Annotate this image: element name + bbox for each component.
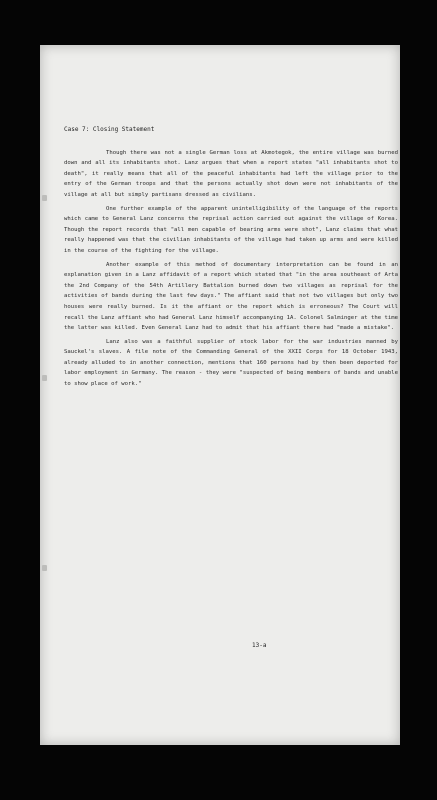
paragraph-4: Lanz also was a faithful supplier of stock labor for the war industries manned by Sauckel's slaves. A file note of the Commanding General of the XXII Corps for 18 October 1943, already alluded to in another connection, mentions that 160 persons had by then been deported for labor employment in Germany. The reason - they were "suspected of being members of bands and unable to show place of work." [64, 338, 398, 388]
punch-hole-icon [42, 195, 47, 201]
document-body [64, 125, 398, 393]
paragraph-3: Another example of this method of documentary interpretation can be found in an explanation given in a Lanz affidavit of a report which stated that "in the area southeast of Arta the 2nd Company of the 54th Artillery Battalion burned down two villages as reprisal for the activities of bands during the last few days." The affiant said that not two villages but only two houses were really burned. Is it the affiant or the report which is erroneous? The Court will recall the Lanz affiant who had General Lanz himself accompanying 1A. Colonel Salminger at the time the latter was killed. Even General Lanz had to admit that his affiant there had "made a mistake". [64, 261, 398, 332]
paragraph-2: One further example of the apparent unintelligibility of the language of the reports which came to General Lanz concerns the reprisal action carried out against the village of Korea. Though the report records that "all men capable of bearing arms were shot", Lanz claims that what really happened was that the civilian inhabitants of the village had taken up arms and were killed in the course of the fighting for the village. [64, 205, 398, 254]
punch-hole-icon [42, 565, 47, 571]
punch-hole-icon [42, 375, 47, 381]
document-heading: Case 7: Closing Statement [64, 126, 155, 133]
page-number: 13-a [252, 642, 267, 649]
document-page [40, 45, 400, 745]
paragraph-1: Though there was not a single German loss at Akmotegok, the entire village was burned down and all its inhabitants shot. Lanz argues that when a report states "all inhabitants shot to death", it really means that all of the peaceful inhabitants had left the village prior to the entry of the German troops and that the persons actually shot down were not inhabitants of the village at all but simply partisans dressed as civilians. [64, 149, 398, 198]
